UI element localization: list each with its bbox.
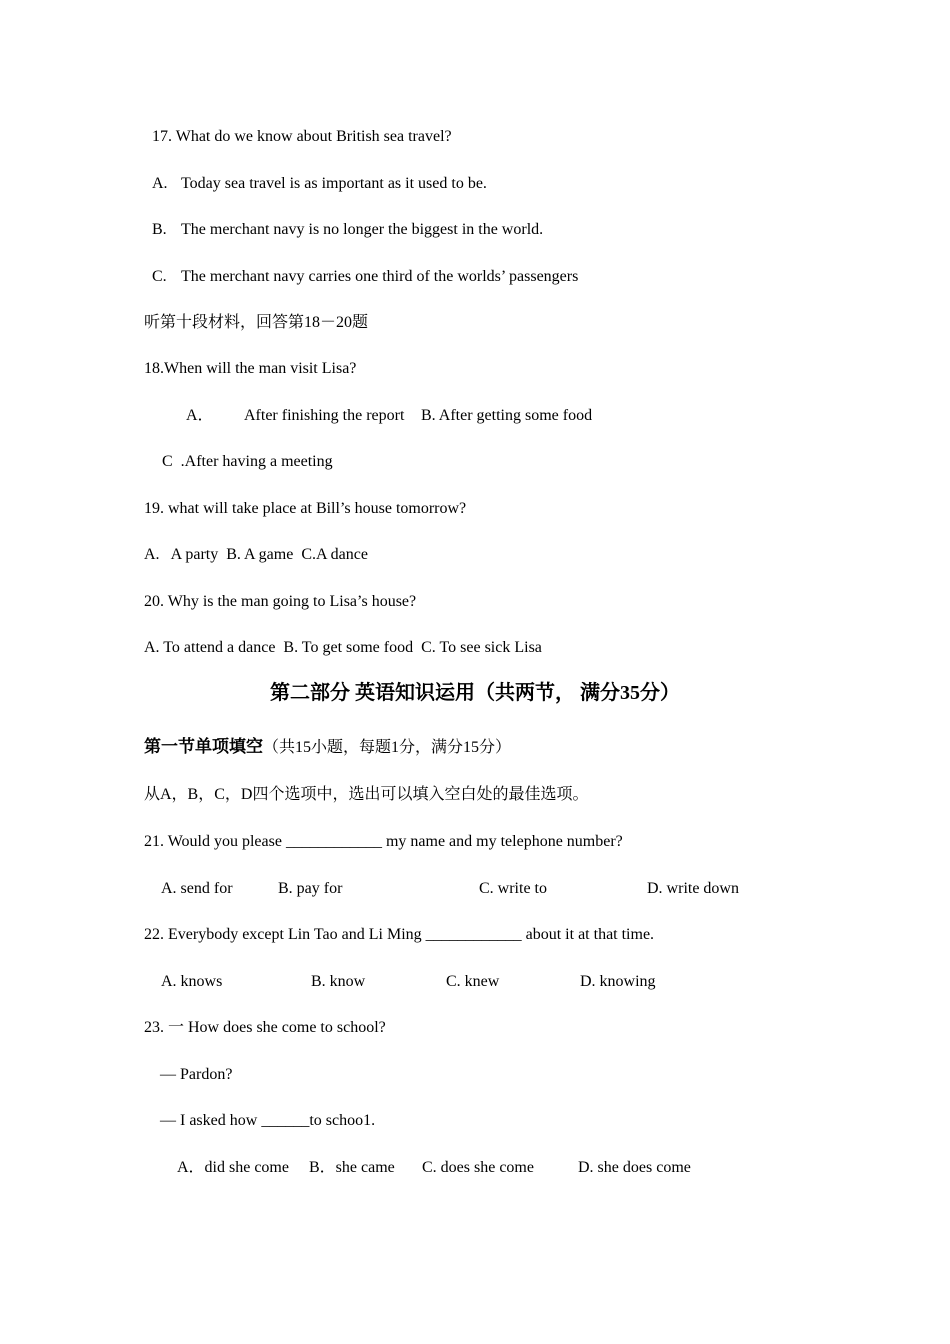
q22-option-b: B. know (311, 973, 366, 990)
q18-option-b: B. After getting some food (421, 407, 593, 424)
section-10-instruction: 听第十段材料，回答第18－20题 (144, 314, 369, 331)
q22-option-c: C. knew (446, 973, 500, 990)
q23-question: 23. 一 How does she come to school? (144, 1019, 386, 1036)
q23-dialogue-line-2: — Pardon? (160, 1066, 233, 1083)
q21-question: 21. Would you please ____________ my name and my telephone number? (144, 833, 623, 850)
q19-question: 19. what will take place at Bill’s house tomorrow? (144, 500, 467, 517)
q23-option-d: D. she does come (578, 1159, 691, 1176)
q17-option-c: The merchant navy carries one third of the worlds’ passengers (181, 268, 579, 285)
q17-option-b: The merchant navy is no longer the biggest in the world. (181, 221, 544, 238)
q17-option-c-letter: C. (152, 268, 167, 285)
q17-option-a: Today sea travel is as important as it used to be. (181, 175, 487, 192)
q22-option-a: A. knows (161, 973, 223, 990)
q23-dialogue-line-3: — I asked how ______to schoo1. (160, 1112, 376, 1129)
section-1-header (144, 737, 511, 758)
q23-option-c: C. does she come (422, 1159, 534, 1176)
part-2-title: 第二部分 英语知识运用（共两节， 满分35分） (270, 682, 680, 704)
q21-option-b: B. pay for (278, 880, 343, 897)
q18-option-a: After finishing the report (244, 407, 405, 424)
q21-option-d: D. write down (647, 880, 739, 897)
section-1-title: 第一节单项填空 (144, 737, 263, 756)
q19-options: A. A party B. A game C.A dance (144, 546, 368, 563)
q22-question: 22. Everybody except Lin Tao and Li Ming ____________ about it at that time. (144, 926, 655, 943)
q18-question: 18.When will the man visit Lisa? (144, 360, 357, 377)
q21-option-c: C. write to (479, 880, 547, 897)
section-1-instruction: 从A，B，C，D四个选项中，选出可以填入空白处的最佳选项。 (144, 786, 589, 803)
q23-option-a: A．did she come (177, 1159, 289, 1176)
q20-question: 20. Why is the man going to Lisa’s house? (144, 593, 417, 610)
q23-option-b: B．she came (309, 1159, 395, 1176)
q17-option-b-letter: B. (152, 221, 167, 238)
q17-option-a-letter: A. (152, 175, 168, 192)
section-1-note: （共15小题，每题1分，满分15分） (263, 739, 512, 756)
q21-option-a: A. send for (161, 880, 233, 897)
q20-options: A. To attend a dance B. To get some food C. To see sick Lisa (144, 639, 542, 656)
q18-option-c: C .After having a meeting (162, 453, 333, 470)
q17-question: 17. What do we know about British sea travel? (152, 128, 452, 145)
q18-option-a-letter: A． (186, 407, 214, 424)
q22-option-d: D. knowing (580, 973, 656, 990)
